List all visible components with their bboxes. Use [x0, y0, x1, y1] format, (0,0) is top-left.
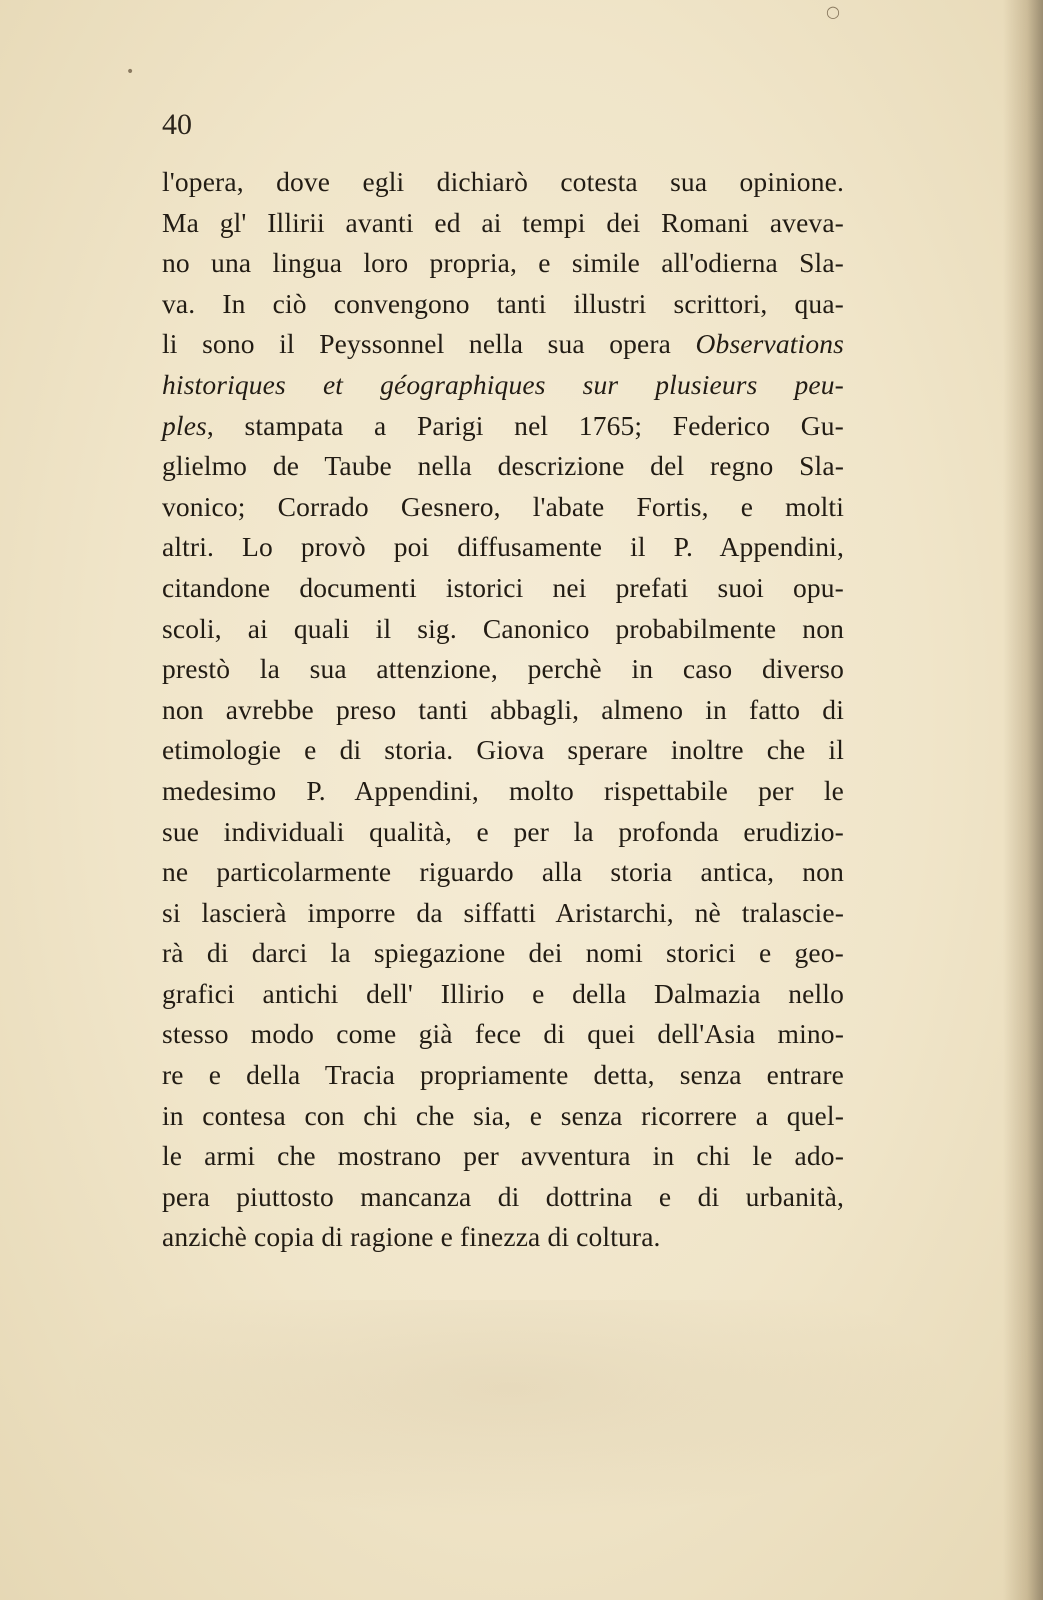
text-segment: grafici antichi dell' Illirio e della Dalmazia nello	[162, 977, 844, 1009]
text-segment: citandone documenti istorici nei prefati suoi opu-	[162, 571, 844, 603]
text-segment: altri. Lo provò poi diffusamente il P. Appendini,	[162, 531, 844, 563]
page-number: 40	[162, 108, 192, 141]
text-line	[162, 730, 844, 771]
margin-dot: •	[126, 64, 135, 80]
text-line	[162, 487, 844, 528]
text-line	[162, 893, 844, 934]
italic-title-segment: ples	[162, 409, 207, 441]
text-line	[162, 1014, 844, 1055]
text-line	[162, 1136, 844, 1177]
text-line	[162, 812, 844, 853]
text-segment: vonico; Corrado Gesnero, l'abate Fortis, e molti	[162, 490, 844, 522]
text-line	[162, 243, 844, 284]
text-segment: li sono il Peyssonnel nella sua opera	[162, 328, 696, 360]
text-segment: l'opera, dove egli dichiarò cotesta sua opinione.	[162, 166, 844, 197]
text-segment: Ma gl' Illirii avanti ed ai tempi dei Romani aveva-	[162, 206, 844, 238]
text-segment: re e della Tracia propriamente detta, senza entrare	[162, 1059, 844, 1091]
text-segment: rà di darci la spiegazione dei nomi storici e geo-	[162, 937, 844, 969]
text-line	[162, 1217, 844, 1258]
text-line	[162, 852, 844, 893]
text-segment: pera piuttosto mancanza di dottrina e di urbanità,	[162, 1180, 844, 1212]
text-segment: in contesa con chi che sia, e senza ricorrere a quel-	[162, 1099, 844, 1131]
text-segment: no una lingua loro propria, e simile all'odierna Sla-	[162, 247, 844, 279]
text-line	[162, 974, 844, 1015]
text-segment: prestò la sua attenzione, perchè in caso diverso	[162, 653, 844, 685]
text-segment: medesimo P. Appendini, molto rispettabile per le	[162, 774, 844, 806]
text-line	[162, 1055, 844, 1096]
text-line	[162, 365, 844, 406]
text-line	[162, 933, 844, 974]
text-segment: non avrebbe preso tanti abbagli, almeno in fatto di	[162, 693, 844, 725]
text-segment: etimologie e di storia. Giova sperare inoltre che il	[162, 734, 844, 766]
text-line	[162, 771, 844, 812]
italic-title-segment: historiques et géographiques sur plusieurs peu-	[162, 368, 844, 400]
text-line	[162, 324, 844, 365]
text-segment: sue individuali qualità, e per la profonda erudizio-	[162, 815, 844, 847]
page-corner-mark: ○	[826, 2, 840, 21]
text-segment: stesso modo come già fece di quei dell'Asia mino-	[162, 1018, 844, 1050]
text-segment: va. In ciò convengono tanti illustri scrittori, qua-	[162, 287, 844, 319]
text-line	[162, 284, 844, 325]
body-text	[162, 162, 844, 1258]
text-line	[162, 527, 844, 568]
text-line	[162, 609, 844, 650]
text-line	[162, 690, 844, 731]
text-segment: anzichè copia di ragione e finezza di coltura.	[162, 1221, 661, 1253]
text-line	[162, 568, 844, 609]
text-line	[162, 446, 844, 487]
text-line	[162, 1177, 844, 1218]
text-segment: le armi che mostrano per avventura in chi le ado-	[162, 1140, 844, 1172]
text-segment: scoli, ai quali il sig. Canonico probabilmente non	[162, 612, 844, 644]
text-line	[162, 649, 844, 690]
text-line	[162, 1096, 844, 1137]
text-line	[162, 406, 844, 447]
text-segment: glielmo de Taube nella descrizione del regno Sla-	[162, 450, 844, 482]
text-line	[162, 203, 844, 244]
italic-title-segment: Observations	[695, 328, 844, 360]
text-segment: , stampata a Parigi nel 1765; Federico Gu-	[206, 409, 844, 441]
text-segment: ne particolarmente riguardo alla storia antica, non	[162, 856, 844, 888]
text-line	[162, 162, 844, 203]
text-segment: si lascierà imporre da siffatti Aristarchi, nè tralascie-	[162, 896, 844, 928]
